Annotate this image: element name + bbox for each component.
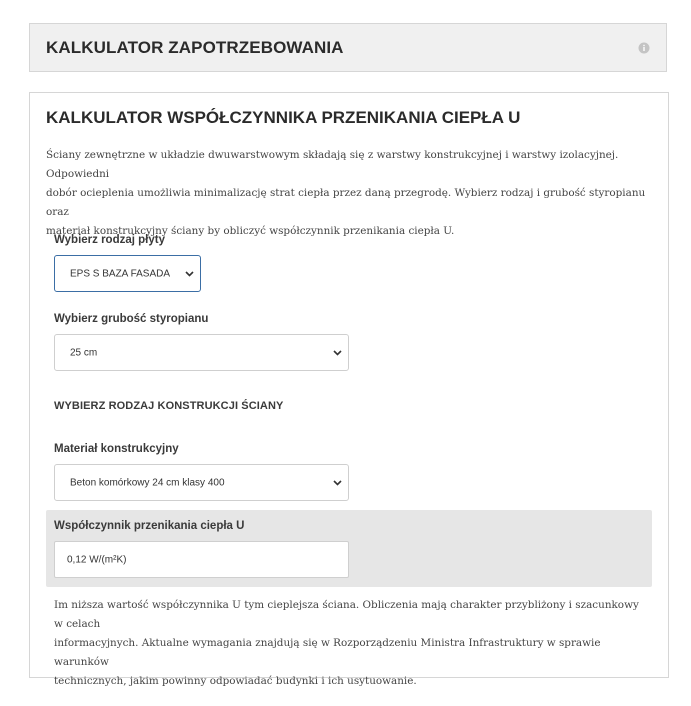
calculator-title: KALKULATOR WSPÓŁCZYNNIKA PRZENIKANIA CIEPŁA U bbox=[46, 108, 521, 127]
material-select[interactable] bbox=[54, 464, 349, 501]
material-label: Materiał konstrukcyjny bbox=[54, 443, 179, 455]
thickness-value: 25 cm bbox=[70, 347, 98, 358]
demand-calculator-panel[interactable] bbox=[29, 23, 667, 72]
info-icon[interactable] bbox=[638, 42, 650, 54]
chevron-down-icon bbox=[333, 480, 342, 486]
note-line: technicznych, jakim powinny odpowiadać budynki i ich usytuowanie. bbox=[54, 675, 417, 687]
material-value: Beton komórkowy 24 cm klasy 400 bbox=[70, 477, 225, 488]
board-type-label: Wybierz rodzaj płyty bbox=[54, 234, 165, 246]
chevron-down-icon bbox=[185, 271, 194, 277]
thickness-label: Wybierz grubość styropianu bbox=[54, 313, 209, 325]
intro-line: Ściany zewnętrzne w układzie dwuwarstwowym składają się z warstwy konstrukcyjnej i warstwy izolacyjnej. Odpowiedni bbox=[46, 149, 619, 180]
chevron-down-icon bbox=[333, 350, 342, 356]
u-value-calculator-panel bbox=[29, 92, 669, 687]
intro-line: materiał konstrukcyjny ściany by obliczyć współczynnik przenikania ciepła U. bbox=[46, 225, 455, 237]
board-type-value: EPS S BAZA FASADA bbox=[70, 268, 171, 279]
demand-calculator-title: KALKULATOR ZAPOTRZEBOWANIA bbox=[46, 38, 344, 57]
wall-construction-heading: WYBIERZ RODZAJ KONSTRUKCJI ŚCIANY bbox=[54, 400, 284, 412]
disclaimer-text bbox=[54, 596, 644, 691]
intro-text bbox=[46, 146, 646, 241]
note-line: informacyjnych. Aktualne wymagania znajdują się w Rozporządzeniu Ministra Infrastruktury w sprawie warunków bbox=[54, 637, 601, 668]
note-line: Im niższa wartość współczynnika U tym cieplejsza ściana. Obliczenia mają charakter przybliżony i szacunkowy w celach bbox=[54, 599, 639, 630]
board-type-select[interactable] bbox=[54, 255, 201, 292]
result-field[interactable] bbox=[54, 541, 349, 578]
result-section bbox=[46, 510, 652, 587]
intro-line: dobór ocieplenia umożliwia minimalizację strat ciepła przez daną przegrodę. Wybierz rodzaj i grubość styropianu oraz bbox=[46, 187, 646, 218]
thickness-select[interactable] bbox=[54, 334, 349, 371]
result-value: 0,12 W/(m²K) bbox=[67, 554, 127, 565]
result-label: Współczynnik przenikania ciepła U bbox=[54, 520, 245, 532]
